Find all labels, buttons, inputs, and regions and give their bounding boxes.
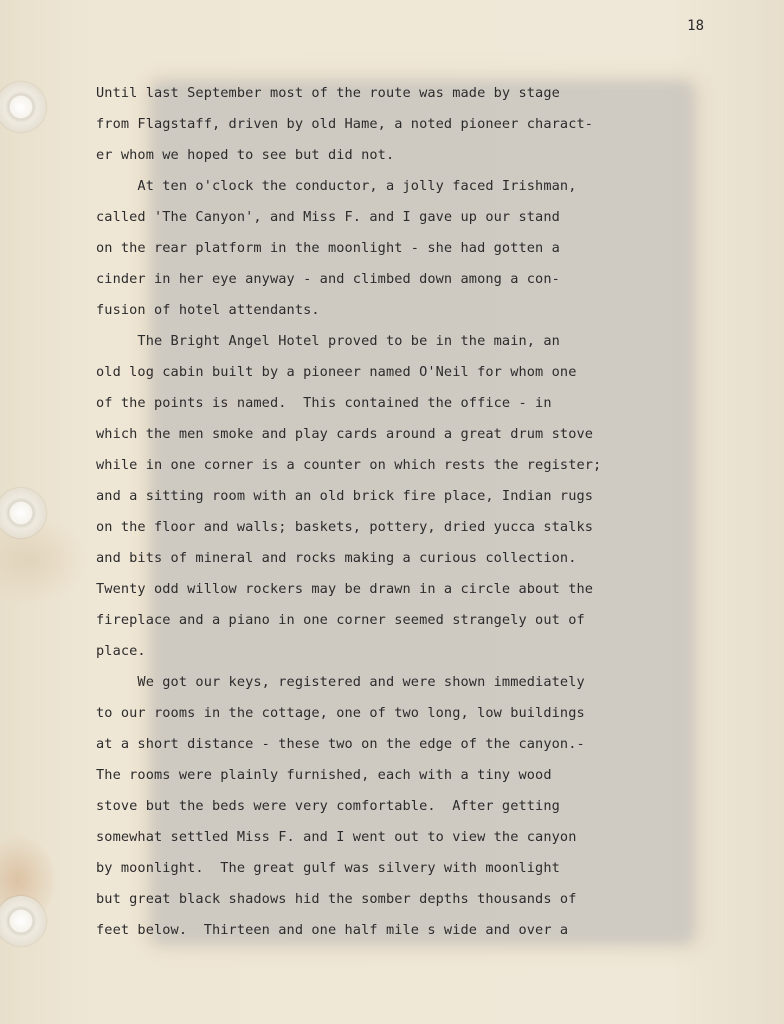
text-line: feet below. Thirteen and one half mile s wide and over a bbox=[96, 922, 569, 938]
text-line: but great black shadows hid the somber depths thousands of bbox=[96, 891, 577, 907]
text-line: on the floor and walls; baskets, pottery, dried yucca stalks bbox=[96, 519, 594, 535]
text-line: called 'The Canyon', and Miss F. and I gave up our stand bbox=[96, 209, 560, 225]
text-line: At ten o'clock the conductor, a jolly faced Irishman, bbox=[96, 178, 577, 194]
text-line: and bits of mineral and rocks making a curious collection. bbox=[96, 550, 577, 566]
text-line: cinder in her eye anyway - and climbed down among a con- bbox=[96, 271, 560, 287]
text-line: which the men smoke and play cards around a great drum stove bbox=[96, 426, 594, 442]
text-line: to our rooms in the cottage, one of two long, low buildings bbox=[96, 705, 585, 721]
body-text bbox=[96, 78, 676, 946]
text-line: fireplace and a piano in one corner seemed strangely out of bbox=[96, 612, 585, 628]
text-line: by moonlight. The great gulf was silvery with moonlight bbox=[96, 860, 560, 876]
text-line: while in one corner is a counter on which rests the register; bbox=[96, 457, 602, 473]
punch-hole-top bbox=[0, 82, 46, 132]
text-line: fusion of hotel attendants. bbox=[96, 302, 320, 318]
text-line: Twenty odd willow rockers may be drawn in a circle about the bbox=[96, 581, 594, 597]
text-line: stove but the beds were very comfortable. After getting bbox=[96, 798, 560, 814]
text-line: on the rear platform in the moonlight - she had gotten a bbox=[96, 240, 560, 256]
text-line: at a short distance - these two on the edge of the canyon.- bbox=[96, 736, 585, 752]
text-line: and a sitting room with an old brick fire place, Indian rugs bbox=[96, 488, 594, 504]
text-line: of the points is named. This contained the office - in bbox=[96, 395, 552, 411]
text-line: somewhat settled Miss F. and I went out to view the canyon bbox=[96, 829, 577, 845]
text-line: The rooms were plainly furnished, each with a tiny wood bbox=[96, 767, 552, 783]
punch-hole-bottom bbox=[0, 896, 46, 946]
text-line: from Flagstaff, driven by old Hame, a noted pioneer charact- bbox=[96, 116, 594, 132]
text-line: Until last September most of the route was made by stage bbox=[96, 85, 560, 101]
text-line: er whom we hoped to see but did not. bbox=[96, 147, 395, 163]
punch-hole-middle bbox=[0, 488, 46, 538]
text-line: place. bbox=[96, 643, 146, 659]
text-line: old log cabin built by a pioneer named O'Neil for whom one bbox=[96, 364, 577, 380]
page-number: 18 bbox=[687, 18, 704, 34]
text-line: The Bright Angel Hotel proved to be in the main, an bbox=[96, 333, 560, 349]
text-line: We got our keys, registered and were shown immediately bbox=[96, 674, 585, 690]
